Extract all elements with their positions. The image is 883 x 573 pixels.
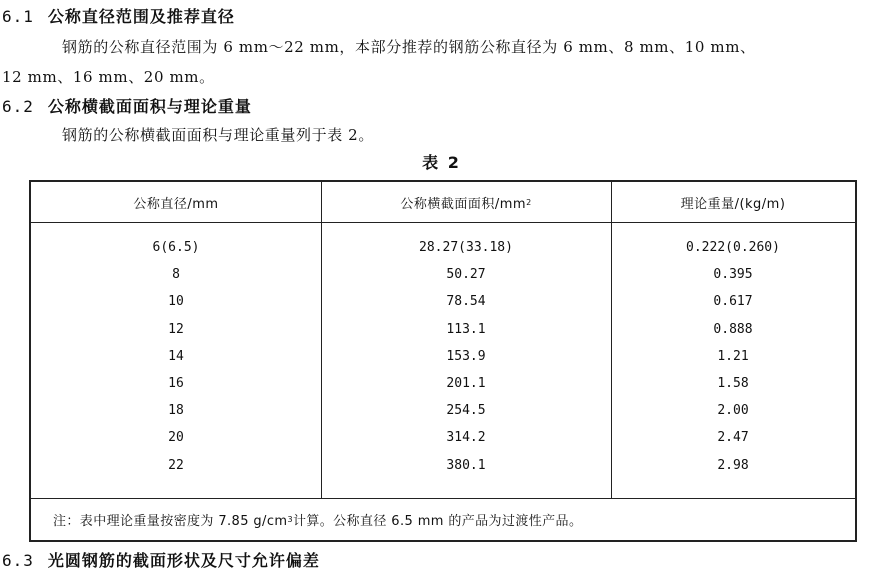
table-row [31,403,855,418]
data-table [29,180,857,542]
header-area-sup: 2 [526,197,532,207]
cell-area: 153.9 [446,348,486,364]
cell-weight: 0.222(0.260) [686,240,780,255]
header-area [321,182,611,222]
header-diameter: 公称直径/mm [133,196,219,212]
table-row [31,376,855,391]
cell-area: 380.1 [446,457,486,473]
table-row [31,322,855,337]
note-sup: 3 [287,515,293,524]
cell-diameter: 10 [168,294,184,310]
cell-area: 28.27(33.18) [419,240,513,255]
cell-area: 254.5 [446,403,486,419]
table-row [31,458,855,473]
cell-diameter: 12 [168,321,184,337]
cell-area: 113.1 [446,321,486,337]
section-title: 公称直径范围及推荐直径 [47,7,235,26]
table-row [31,294,855,309]
cell-diameter: 14 [168,348,184,364]
section-title: 公称横截面面积与理论重量 [47,97,252,116]
cell-diameter: 6(6.5) [152,240,200,255]
cell-diameter: 8 [172,267,180,283]
paragraph-6-1-line2: 12 mm、16 mm、20 mm。 [2,68,215,86]
note-suffix: 计算。公称直径 6.5 mm 的产品为过渡性产品。 [292,514,583,529]
cell-diameter: 16 [168,376,184,391]
section-number: 6.3 [2,551,34,570]
cell-weight: 0.617 [713,294,753,310]
cell-area: 314.2 [446,430,486,446]
table-caption: 表 2 [422,153,461,172]
cell-area: 201.1 [446,376,486,391]
cell-diameter: 22 [168,457,184,473]
cell-diameter: 18 [168,403,184,419]
cell-area: 78.54 [446,294,486,310]
paragraph-6-2: 钢筋的公称横截面面积与理论重量列于表 2。 [62,126,374,144]
section-number: 6.1 [2,7,34,26]
table-row [31,240,855,255]
cell-weight: 2.00 [717,403,749,419]
table-header [31,182,855,223]
cell-weight: 1.58 [717,376,749,391]
cell-diameter: 20 [168,430,184,446]
table-body [31,222,855,498]
table-note [31,498,855,540]
table-row [31,267,855,282]
section-heading-6-2 [2,94,252,117]
cell-weight: 2.47 [717,430,749,446]
section-heading-6-1 [2,4,235,27]
table-row [31,349,855,364]
cell-weight: 0.888 [713,321,753,337]
paragraph-6-1-line1: 钢筋的公称直径范围为 6 mm～22 mm，本部分推荐的钢筋公称直径为 6 mm、8 mm、10 mm、 [62,38,756,56]
cell-weight: 2.98 [717,457,749,473]
header-area-label: 公称横截面面积/mm [400,196,527,212]
cell-weight: 0.395 [713,267,753,283]
section-title: 光圆钢筋的截面形状及尺寸允许偏差 [47,551,320,570]
header-weight: 理论重量/(kg/m) [680,196,786,212]
section-heading-6-3 [2,548,320,571]
section-number: 6.2 [2,97,34,116]
cell-weight: 1.21 [717,348,749,364]
table-row [31,430,855,445]
cell-area: 50.27 [446,267,486,283]
note-prefix: 注：表中理论重量按密度为 7.85 g/cm [53,514,288,529]
